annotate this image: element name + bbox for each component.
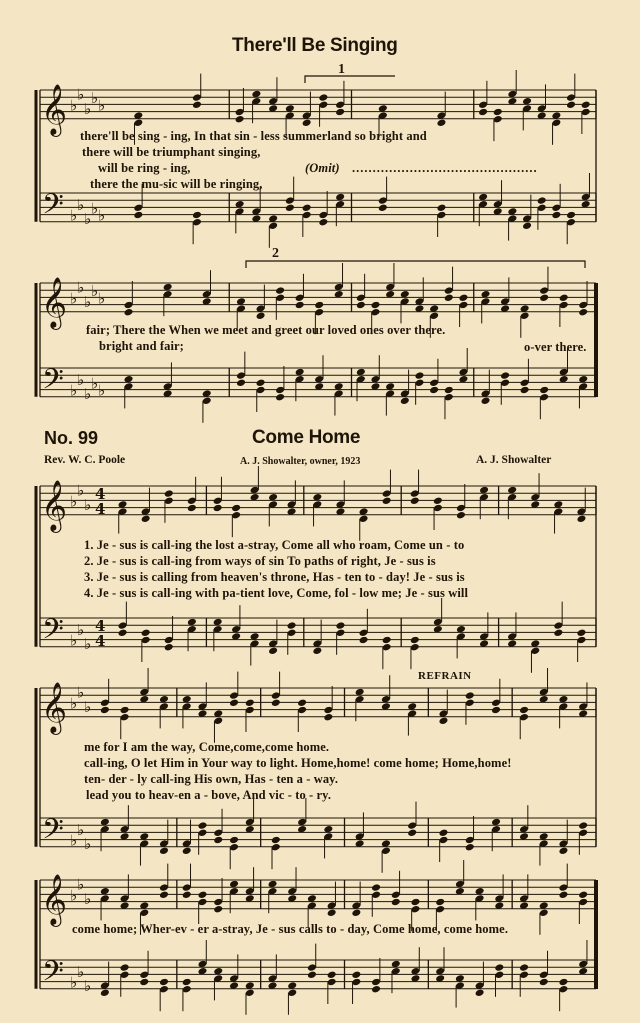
treble-clef: 𝄞: [41, 874, 68, 925]
note-head: [539, 294, 549, 303]
note-head: [229, 836, 239, 845]
note-head: [578, 891, 588, 900]
note-head: [391, 898, 401, 907]
note-head: [519, 963, 529, 972]
composer-credit: A. J. Showalter: [476, 454, 552, 466]
note-head: [318, 218, 328, 227]
note-head: [382, 497, 392, 506]
note-head: [444, 294, 454, 303]
time-signature: 4: [95, 485, 106, 503]
note-head: [182, 847, 192, 856]
flat-sign: ♭: [70, 886, 78, 905]
note-head: [271, 699, 281, 708]
flat-sign: ♭: [84, 100, 92, 118]
note-head: [307, 971, 317, 980]
note-head: [335, 108, 345, 117]
note-head: [275, 393, 285, 402]
note-head: [229, 699, 239, 708]
note-head: [566, 211, 576, 220]
treble-clef: 𝄞: [41, 84, 68, 135]
flat-sign: ♭: [70, 831, 78, 850]
omit-note: (Omit): [305, 161, 340, 175]
flat-sign: ♭: [84, 635, 92, 654]
note-head: [302, 119, 312, 128]
bass-clef: 𝄢: [42, 613, 64, 653]
flat-sign: ♭: [84, 835, 92, 854]
treble-clef: 𝄞: [41, 480, 68, 531]
flat-sign: ♭: [98, 289, 106, 308]
note-head: [100, 989, 110, 998]
note-head: [566, 101, 576, 110]
note-head: [551, 211, 561, 220]
refrain-line: come home; Wher-ev - er a-stray, Je - sus calls to - day, Come home, come home.: [72, 922, 509, 936]
note-head: [141, 515, 151, 524]
flat-sign: ♭: [77, 370, 85, 389]
note-head: [519, 706, 529, 715]
refrain-line: lead you to heav-en a - bove, And vic - to - ry.: [86, 788, 332, 802]
note-head: [120, 963, 130, 972]
note-head: [327, 909, 337, 918]
note-head: [335, 621, 345, 630]
verse-line: 1. Je - sus is call-ing the lost a-stray, Come all who roam, Come un - to: [84, 538, 465, 552]
lyric-line: fair; There the When we meet and greet our loved ones over there.: [86, 323, 446, 337]
note-head: [118, 629, 128, 638]
note-head: [494, 963, 504, 972]
note-head: [100, 706, 110, 715]
note-head: [576, 629, 586, 638]
note-head: [318, 93, 328, 102]
note-head: [213, 836, 223, 845]
note-head: [407, 829, 417, 838]
lyric-line: will be ring - ing,: [98, 161, 191, 175]
note-head: [371, 985, 381, 994]
flat-sign: ♭: [98, 381, 106, 400]
note-head: [581, 101, 591, 110]
note-head: [235, 115, 245, 124]
note-head: [268, 647, 278, 656]
note-head: [323, 713, 333, 722]
flat-sign: ♭: [91, 199, 99, 218]
flat-sign: ♭: [77, 962, 85, 981]
song-title-theres-be-singing: There'll Be Singing: [232, 35, 398, 56]
flat-sign: ♭: [84, 210, 92, 229]
note-head: [312, 647, 322, 656]
note-head: [411, 898, 421, 907]
flat-sign: ♭: [77, 85, 85, 104]
note-head: [436, 204, 446, 213]
note-head: [256, 379, 266, 388]
flat-sign: ♭: [70, 973, 78, 992]
lyric-line: there will be triumphant singing,: [82, 145, 261, 159]
note-head: [231, 504, 241, 513]
note-head: [491, 706, 501, 715]
note-head: [371, 301, 381, 310]
note-head: [458, 294, 468, 303]
flat-sign: ♭: [70, 289, 78, 308]
lyric-line: there'll be sing - ing, In that sin - less summerland so bright and: [80, 129, 427, 143]
flat-sign: ♭: [91, 374, 99, 393]
note-head: [198, 821, 208, 830]
note-head: [410, 497, 420, 506]
note-head: [271, 836, 281, 845]
note-head: [578, 821, 588, 830]
flat-sign: ♭: [84, 698, 92, 716]
note-head: [287, 621, 297, 630]
note-head: [576, 515, 586, 524]
flat-sign: ♭: [91, 89, 99, 108]
volta-bracket: [305, 76, 395, 83]
note-head: [500, 371, 510, 380]
note-head: [522, 222, 532, 231]
verse-line: 3. Je - sus is calling from heaven's throne, Has - ten to - day! Je - sus is: [84, 570, 465, 584]
note-head: [124, 308, 134, 317]
note-head: [295, 301, 305, 310]
note-head: [359, 636, 369, 645]
note-head: [245, 699, 255, 708]
flat-sign: ♭: [77, 875, 85, 894]
note-head: [187, 504, 197, 513]
note-head: [159, 891, 169, 900]
note-head: [382, 636, 392, 645]
note-head: [456, 511, 466, 520]
note-head: [356, 301, 366, 310]
flat-sign: ♭: [70, 631, 78, 650]
refrain-line: call-ing, O let Him in Your way to light. Home,home! come home; Home,home!: [84, 756, 512, 770]
refrain-line: me for I am the way, Come,come,come home.: [84, 740, 330, 754]
ending-one-number: 1: [338, 62, 345, 77]
note-head: [351, 971, 361, 980]
flat-sign: ♭: [84, 977, 92, 996]
flat-sign: ♭: [98, 206, 106, 225]
bass-clef: 𝄢: [42, 813, 64, 853]
note-head: [410, 636, 420, 645]
note-head: [275, 286, 285, 295]
author-credit: Rev. W. C. Poole: [44, 454, 126, 466]
note-head: [120, 706, 130, 715]
verse-line: 2. Je - sus is call-ing from ways of sin To paths of right, Je - sus is: [84, 554, 436, 568]
note-head: [539, 978, 549, 987]
note-head: [297, 699, 307, 708]
refrain-line: ten- der - ly call-ing His own, Has - ten a - way.: [84, 772, 339, 786]
note-head: [493, 108, 503, 117]
note-head: [182, 891, 192, 900]
flat-sign: ♭: [70, 381, 78, 400]
flat-sign: ♭: [77, 620, 85, 639]
note-head: [438, 717, 448, 726]
note-head: [198, 891, 208, 900]
note-head: [285, 204, 295, 213]
note-head: [520, 386, 530, 395]
flat-sign: ♭: [70, 694, 78, 713]
lyric-line: there the mu-sic will be ringing,: [90, 177, 263, 191]
hymn-number: No. 99: [44, 428, 99, 448]
note-head: [314, 301, 324, 310]
volta-bracket: [246, 261, 585, 268]
note-head: [351, 909, 361, 918]
note-head: [481, 397, 491, 406]
note-head: [213, 905, 223, 914]
note-head: [553, 629, 563, 638]
note-head: [414, 371, 424, 380]
flat-sign: ♭: [84, 890, 92, 908]
copyright-credit: A. J. Showalter, owner, 1923: [240, 456, 361, 467]
flat-sign: ♭: [84, 293, 92, 311]
note-head: [141, 629, 151, 638]
lyric-line: o-ver there.: [524, 340, 587, 354]
ending-two-number: 2: [272, 246, 279, 261]
refrain-label: REFRAIN: [418, 670, 472, 682]
flat-sign: ♭: [70, 206, 78, 225]
note-head: [378, 204, 388, 213]
treble-clef: 𝄞: [41, 277, 68, 328]
note-head: [539, 386, 549, 395]
note-head: [537, 196, 547, 205]
note-head: [182, 978, 192, 987]
note-head: [578, 308, 588, 317]
note-head: [558, 978, 568, 987]
flat-sign: ♭: [77, 195, 85, 214]
note-head: [139, 978, 149, 987]
bass-clef: 𝄢: [42, 955, 64, 995]
note-head: [159, 978, 169, 987]
note-head: [558, 847, 568, 856]
verse-line: 4. Je - sus is call-ing with pa-tient love, Come, fol - low me; Je - sus will: [84, 586, 469, 600]
bass-clef: 𝄢: [42, 188, 64, 228]
time-signature: 4: [95, 500, 106, 518]
note-head: [465, 691, 475, 700]
note-head: [192, 211, 202, 220]
note-head: [478, 108, 488, 117]
note-head: [435, 898, 445, 907]
note-head: [438, 829, 448, 838]
song-title-come-home: Come Home: [252, 427, 361, 448]
note-head: [133, 211, 143, 220]
flat-sign: ♭: [91, 282, 99, 301]
flat-sign: ♭: [77, 278, 85, 297]
note-head: [400, 397, 410, 406]
flat-sign: ♭: [84, 496, 92, 514]
flat-sign: ♭: [70, 492, 78, 511]
note-head: [433, 497, 443, 506]
note-head: [213, 504, 223, 513]
treble-clef: 𝄞: [41, 682, 68, 733]
note-head: [436, 119, 446, 128]
flat-sign: ♭: [77, 820, 85, 839]
note-head: [159, 847, 169, 856]
note-head: [558, 891, 568, 900]
note-head: [164, 643, 174, 652]
note-head: [302, 204, 312, 213]
flat-sign: ♭: [98, 96, 106, 115]
note-head: [444, 386, 454, 395]
note-head: [465, 843, 475, 852]
note-head: [236, 379, 246, 388]
flat-sign: ♭: [84, 385, 92, 404]
note-head: [256, 312, 266, 321]
note-head: [192, 101, 202, 110]
omit-dots: .............................................: [352, 161, 538, 175]
note-head: [371, 883, 381, 892]
flat-sign: ♭: [70, 96, 78, 115]
bass-clef: 𝄢: [42, 363, 64, 403]
note-head: [164, 489, 174, 498]
flat-sign: ♭: [77, 481, 85, 500]
flat-sign: ♭: [77, 683, 85, 702]
time-signature: 4: [95, 632, 106, 650]
note-head: [475, 989, 485, 998]
note-head: [327, 971, 337, 980]
lyric-line: bright and fair;: [99, 339, 184, 353]
note-head: [429, 386, 439, 395]
note-head: [559, 294, 569, 303]
time-signature: 4: [95, 617, 106, 635]
